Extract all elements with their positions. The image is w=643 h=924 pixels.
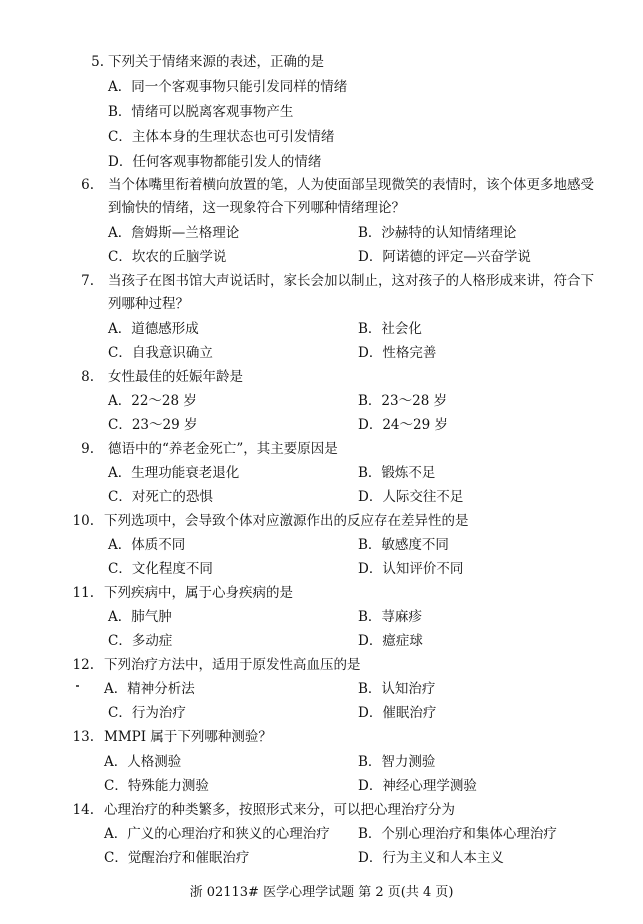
question-number: 5. <box>91 54 104 70</box>
option-d: D．任何客观事物都能引发人的情绪 <box>108 154 322 170</box>
question-stem: 下列选项中，会导致个体对应激源作出的反应存在差异性的是 <box>104 513 469 529</box>
question-stem-continued: 列哪种过程？ <box>108 296 189 312</box>
question-stem: 下列关于情绪来源的表述，正确的是 <box>108 54 324 70</box>
option-c: C．主体本身的生理状态也可引发情绪 <box>108 129 335 145</box>
option-d: D．24～29 岁 <box>358 417 448 433</box>
option-a: A．22～28 岁 <box>108 393 197 409</box>
option-b: B．社会化 <box>358 321 422 337</box>
option-d: D．人际交往不足 <box>358 489 464 505</box>
stray-mark <box>76 685 79 687</box>
option-c: C．特殊能力测验 <box>104 778 209 794</box>
option-a: A．肺气肿 <box>108 609 172 625</box>
option-a: A．体质不同 <box>108 537 186 553</box>
question-stem: 女性最佳的妊娠年龄是 <box>108 369 243 385</box>
option-a: A．道德感形成 <box>108 321 199 337</box>
question-number: 9. <box>81 441 94 457</box>
option-c: C．觉醒治疗和催眠治疗 <box>104 850 250 866</box>
question-number: 6. <box>81 177 94 193</box>
option-d: D．行为主义和人本主义 <box>358 850 504 866</box>
question-stem: MMPI 属于下列哪种测验？ <box>104 729 272 745</box>
option-a: A．生理功能衰老退化 <box>108 465 240 481</box>
question-number: 12. <box>72 657 94 673</box>
question-stem: 德语中的“养老金死亡”，其主要原因是 <box>108 441 338 457</box>
option-b: B．荨麻疹 <box>358 609 422 625</box>
option-d: D．催眠治疗 <box>358 705 437 721</box>
option-b: B．个别心理治疗和集体心理治疗 <box>358 826 557 842</box>
option-d: D．癔症球 <box>358 633 423 649</box>
question-stem: 下列疾病中，属于心身疾病的是 <box>104 585 293 601</box>
option-a: A．广义的心理治疗和狭义的心理治疗 <box>104 826 330 842</box>
question-stem: 当个体嘴里衔着横向放置的笔，人为使面部呈现微笑的表情时，该个体更多地感受 <box>108 177 594 193</box>
option-a: A．精神分析法 <box>104 681 195 697</box>
option-b: B．敏感度不同 <box>358 537 449 553</box>
option-a: A．同一个客观事物只能引发同样的情绪 <box>108 79 348 95</box>
option-a: A．人格测验 <box>104 754 182 770</box>
question-stem-continued: 到愉快的情绪，这一现象符合下列哪种情绪理论？ <box>108 200 405 216</box>
question-number: 7. <box>81 273 94 289</box>
option-c: C．文化程度不同 <box>108 561 213 577</box>
question-stem: 当孩子在图书馆大声说话时，家长会加以制止，这对孩子的人格形成来讲，符合下 <box>108 273 594 289</box>
option-b: B．情绪可以脱离客观事物产生 <box>108 104 294 120</box>
question-number: 13. <box>72 729 94 745</box>
option-d: D．认知评价不同 <box>358 561 464 577</box>
option-d: D．阿诺德的评定—兴奋学说 <box>358 249 531 265</box>
question-number: 14. <box>72 802 94 818</box>
option-b: B．沙赫特的认知情绪理论 <box>358 225 517 241</box>
question-number: 10. <box>72 513 94 529</box>
option-c: C．23～29 岁 <box>108 417 198 433</box>
question-stem: 心理治疗的种类繁多，按照形式来分，可以把心理治疗分为 <box>104 802 455 818</box>
option-d: D．神经心理学测验 <box>358 778 477 794</box>
option-b: B．智力测验 <box>358 754 436 770</box>
question-stem: 下列治疗方法中，适用于原发性高血压的是 <box>104 657 361 673</box>
option-b: B．23～28 岁 <box>358 393 448 409</box>
option-b: B．认知治疗 <box>358 681 436 697</box>
option-c: C．自我意识确立 <box>108 345 213 361</box>
page-footer: 浙 02113# 医学心理学试题 第 2 页(共 4 页) <box>189 885 454 900</box>
option-c: C．坎农的丘脑学说 <box>108 249 227 265</box>
question-number: 11. <box>72 585 94 601</box>
option-b: B．锻炼不足 <box>358 465 436 481</box>
option-d: D．性格完善 <box>358 345 437 361</box>
option-c: C．多动症 <box>108 633 173 649</box>
option-c: C．行为治疗 <box>108 705 186 721</box>
option-a: A．詹姆斯—兰格理论 <box>108 225 240 241</box>
option-c: C．对死亡的恐惧 <box>108 489 213 505</box>
question-number: 8. <box>81 369 94 385</box>
